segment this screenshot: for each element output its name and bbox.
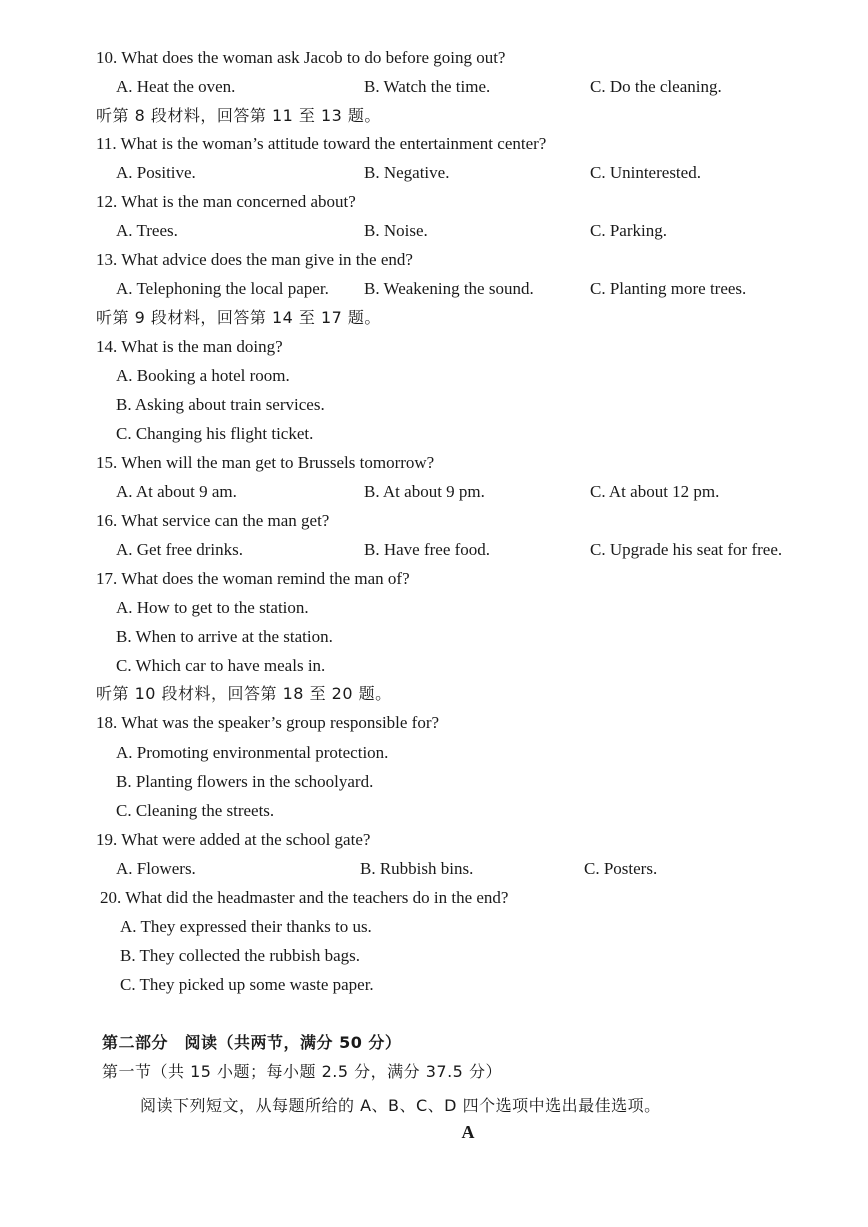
reading-instruction: 阅读下列短文，从每题所给的 A、B、C、D 四个选项中选出最佳选项。	[140, 1096, 661, 1115]
question-12-option-a: A. Trees.	[116, 221, 178, 240]
question-19-option-c: C. Posters.	[584, 859, 658, 878]
question-17-option-c: C. Which car to have meals in.	[116, 656, 326, 675]
question-18-stem: 18. What was the speaker’s group responsible for?	[96, 713, 440, 732]
question-12-option-b: B. Noise.	[364, 221, 428, 240]
question-16-option-c: C. Upgrade his seat for free.	[590, 540, 783, 559]
section-intro-9: 听第 9 段材料，回答第 14 至 17 题。	[96, 308, 381, 327]
question-20-option-a: A. They expressed their thanks to us.	[120, 917, 372, 936]
question-16-option-b: B. Have free food.	[364, 540, 491, 559]
question-19-option-a: A. Flowers.	[116, 859, 196, 878]
question-15-option-b: B. At about 9 pm.	[364, 482, 485, 501]
question-14-option-b: B. Asking about train services.	[116, 395, 325, 414]
question-18-option-b: B. Planting flowers in the schoolyard.	[116, 772, 374, 791]
question-15-stem: 15. When will the man get to Brussels tomorrow?	[96, 453, 435, 472]
question-17-option-b: B. When to arrive at the station.	[116, 627, 333, 646]
question-17-stem: 17. What does the woman remind the man of?	[96, 569, 410, 588]
question-19-option-b: B. Rubbish bins.	[360, 859, 474, 878]
question-10-option-c: C. Do the cleaning.	[590, 77, 722, 96]
question-12-option-c: C. Parking.	[590, 221, 667, 240]
question-15-option-c: C. At about 12 pm.	[590, 482, 720, 501]
question-18-option-a: A. Promoting environmental protection.	[116, 743, 389, 762]
question-10-option-b: B. Watch the time.	[364, 77, 491, 96]
part-two-title: 第二部分 阅读（共两节，满分 50 分）	[102, 1033, 402, 1052]
question-11-option-b: B. Negative.	[364, 163, 450, 182]
question-11-option-a: A. Positive.	[116, 163, 196, 182]
question-10-option-a: A. Heat the oven.	[116, 77, 236, 96]
question-18-option-c: C. Cleaning the streets.	[116, 801, 275, 820]
passage-label: A	[461, 1122, 475, 1142]
question-10-stem: 10. What does the woman ask Jacob to do before going out?	[96, 48, 506, 67]
question-13-stem: 13. What advice does the man give in the end?	[96, 250, 413, 269]
section-one-title: 第一节（共 15 小题；每小题 2.5 分，满分 37.5 分）	[102, 1062, 502, 1081]
question-16-stem: 16. What service can the man get?	[96, 511, 330, 530]
question-15-option-a: A. At about 9 am.	[116, 482, 237, 501]
question-12-stem: 12. What is the man concerned about?	[96, 192, 356, 211]
section-intro-10: 听第 10 段材料，回答第 18 至 20 题。	[96, 684, 392, 703]
section-intro-8: 听第 8 段材料，回答第 11 至 13 题。	[96, 106, 381, 125]
question-16-option-a: A. Get free drinks.	[116, 540, 243, 559]
question-20-option-b: B. They collected the rubbish bags.	[120, 946, 360, 965]
question-11-stem: 11. What is the woman’s attitude toward the entertainment center?	[96, 134, 547, 153]
question-13-option-c: C. Planting more trees.	[590, 279, 747, 298]
question-17-option-a: A. How to get to the station.	[116, 598, 309, 617]
question-14-option-c: C. Changing his flight ticket.	[116, 424, 314, 443]
question-20-option-c: C. They picked up some waste paper.	[120, 975, 374, 994]
question-14-option-a: A. Booking a hotel room.	[116, 366, 290, 385]
question-13-option-b: B. Weakening the sound.	[364, 279, 534, 298]
question-20-stem: 20. What did the headmaster and the teachers do in the end?	[100, 888, 509, 907]
question-11-option-c: C. Uninterested.	[590, 163, 701, 182]
question-19-stem: 19. What were added at the school gate?	[96, 830, 371, 849]
question-13-option-a: A. Telephoning the local paper.	[116, 279, 329, 298]
question-14-stem: 14. What is the man doing?	[96, 337, 283, 356]
